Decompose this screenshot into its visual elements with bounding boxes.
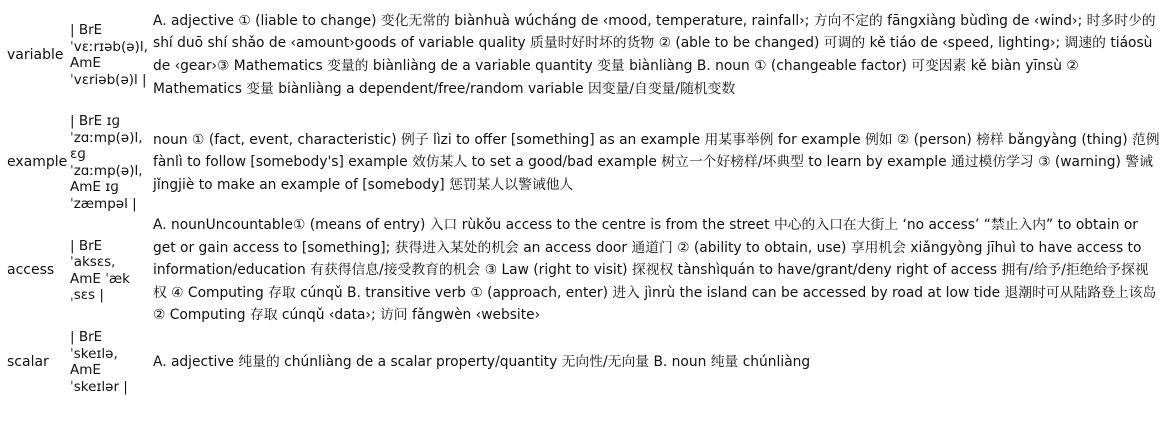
pronunciation: | BrE ɪɡˈzɑːmp(ə)l, ɛɡˈzɑːmp(ə)l, AmE ɪɡˈzæmpəl |	[70, 113, 143, 212]
pronunciation: | BrE ˈvɛːrɪəb(ə)l, AmE ˈvɛriəb(ə)l |	[70, 22, 148, 88]
pronunciation: | BrE ˈaksɛs, AmE ˈækˌsɛs |	[70, 237, 130, 303]
entry-example	[0, 110, 1165, 215]
entry-variable	[0, 0, 1165, 110]
definition: A. nounUncountable① (means of entry) 入口 rùkǒu access to the centre is from the street 中心的入口在大街上 ‘no access’ “禁止入内” to obtain or get or gain access to [something]; 获得进入某处的机会 an access door 通道门 ② (ability to obtain, use) 享用机会 xiǎngyòng jīhuì to have access to information/education 有获得信息/接受教育的机会 ③ Law (right to visit) 探视权 tànshìquán to have/grant/deny right of access 拥有/给予/拒绝给予探视权 ④ Computing 存取 cúnqǔ B. transitive verb ① (approach, enter) 进入 jìnrù the island can be accessed by road at low tide 退潮时可从陆路登上该岛 ② Computing 存取 cúnqǔ ‹data›; 访问 fǎngwèn ‹website›	[153, 217, 1157, 324]
pronunciation: | BrE ˈskeɪlə, AmE ˈskeɪlər |	[70, 329, 128, 395]
headword: variable	[7, 46, 64, 63]
definition: A. adjective ① (liable to change) 变化无常的 biànhuà wúcháng de ‹mood, temperature, rainfall›; 方向不定的 fāngxiàng bùdìng de ‹wind›; 时多时少的 shí duō shí shǎo de ‹amount›goods of variable quality 质量时好时坏的货物 ② (able to be changed) 可调的 kě tiáo de ‹speed, lighting›; 调速的 tiáosù de ‹gear›③ Mathematics 变量的 biànliàng de a variable quantity 变量 biànliàng B. noun ① (changeable factor) 可变因素 kě biàn yīnsù ② Mathematics 变量 biànliàng a dependent/free/random variable 因变量/自变量/随机变数	[153, 12, 1156, 97]
entry-access	[0, 215, 1165, 326]
headword: example	[7, 154, 68, 170]
headword: access	[7, 262, 55, 278]
headword: scalar	[7, 353, 49, 370]
entry-scalar	[0, 326, 1165, 398]
definition: A. adjective 纯量的 chúnliàng de a scalar property/quantity 无向性/无向量 B. noun 纯量 chúnliàng	[153, 353, 811, 370]
definition: noun ① (fact, event, characteristic) 例子 lìzi to offer [something] as an example 用某事举例 for example 例如 ② (person) 榜样 bǎngyàng (thing) 范例 fànlì to follow [somebody's] example 效仿某人 to set a good/bad example 树立一个好榜样/坏典型 to learn by example 通过模仿学习 ③ (warning) 警诫 jǐngjiè to make an example of [somebody] 惩罚某人以警诫他人	[153, 131, 1160, 193]
